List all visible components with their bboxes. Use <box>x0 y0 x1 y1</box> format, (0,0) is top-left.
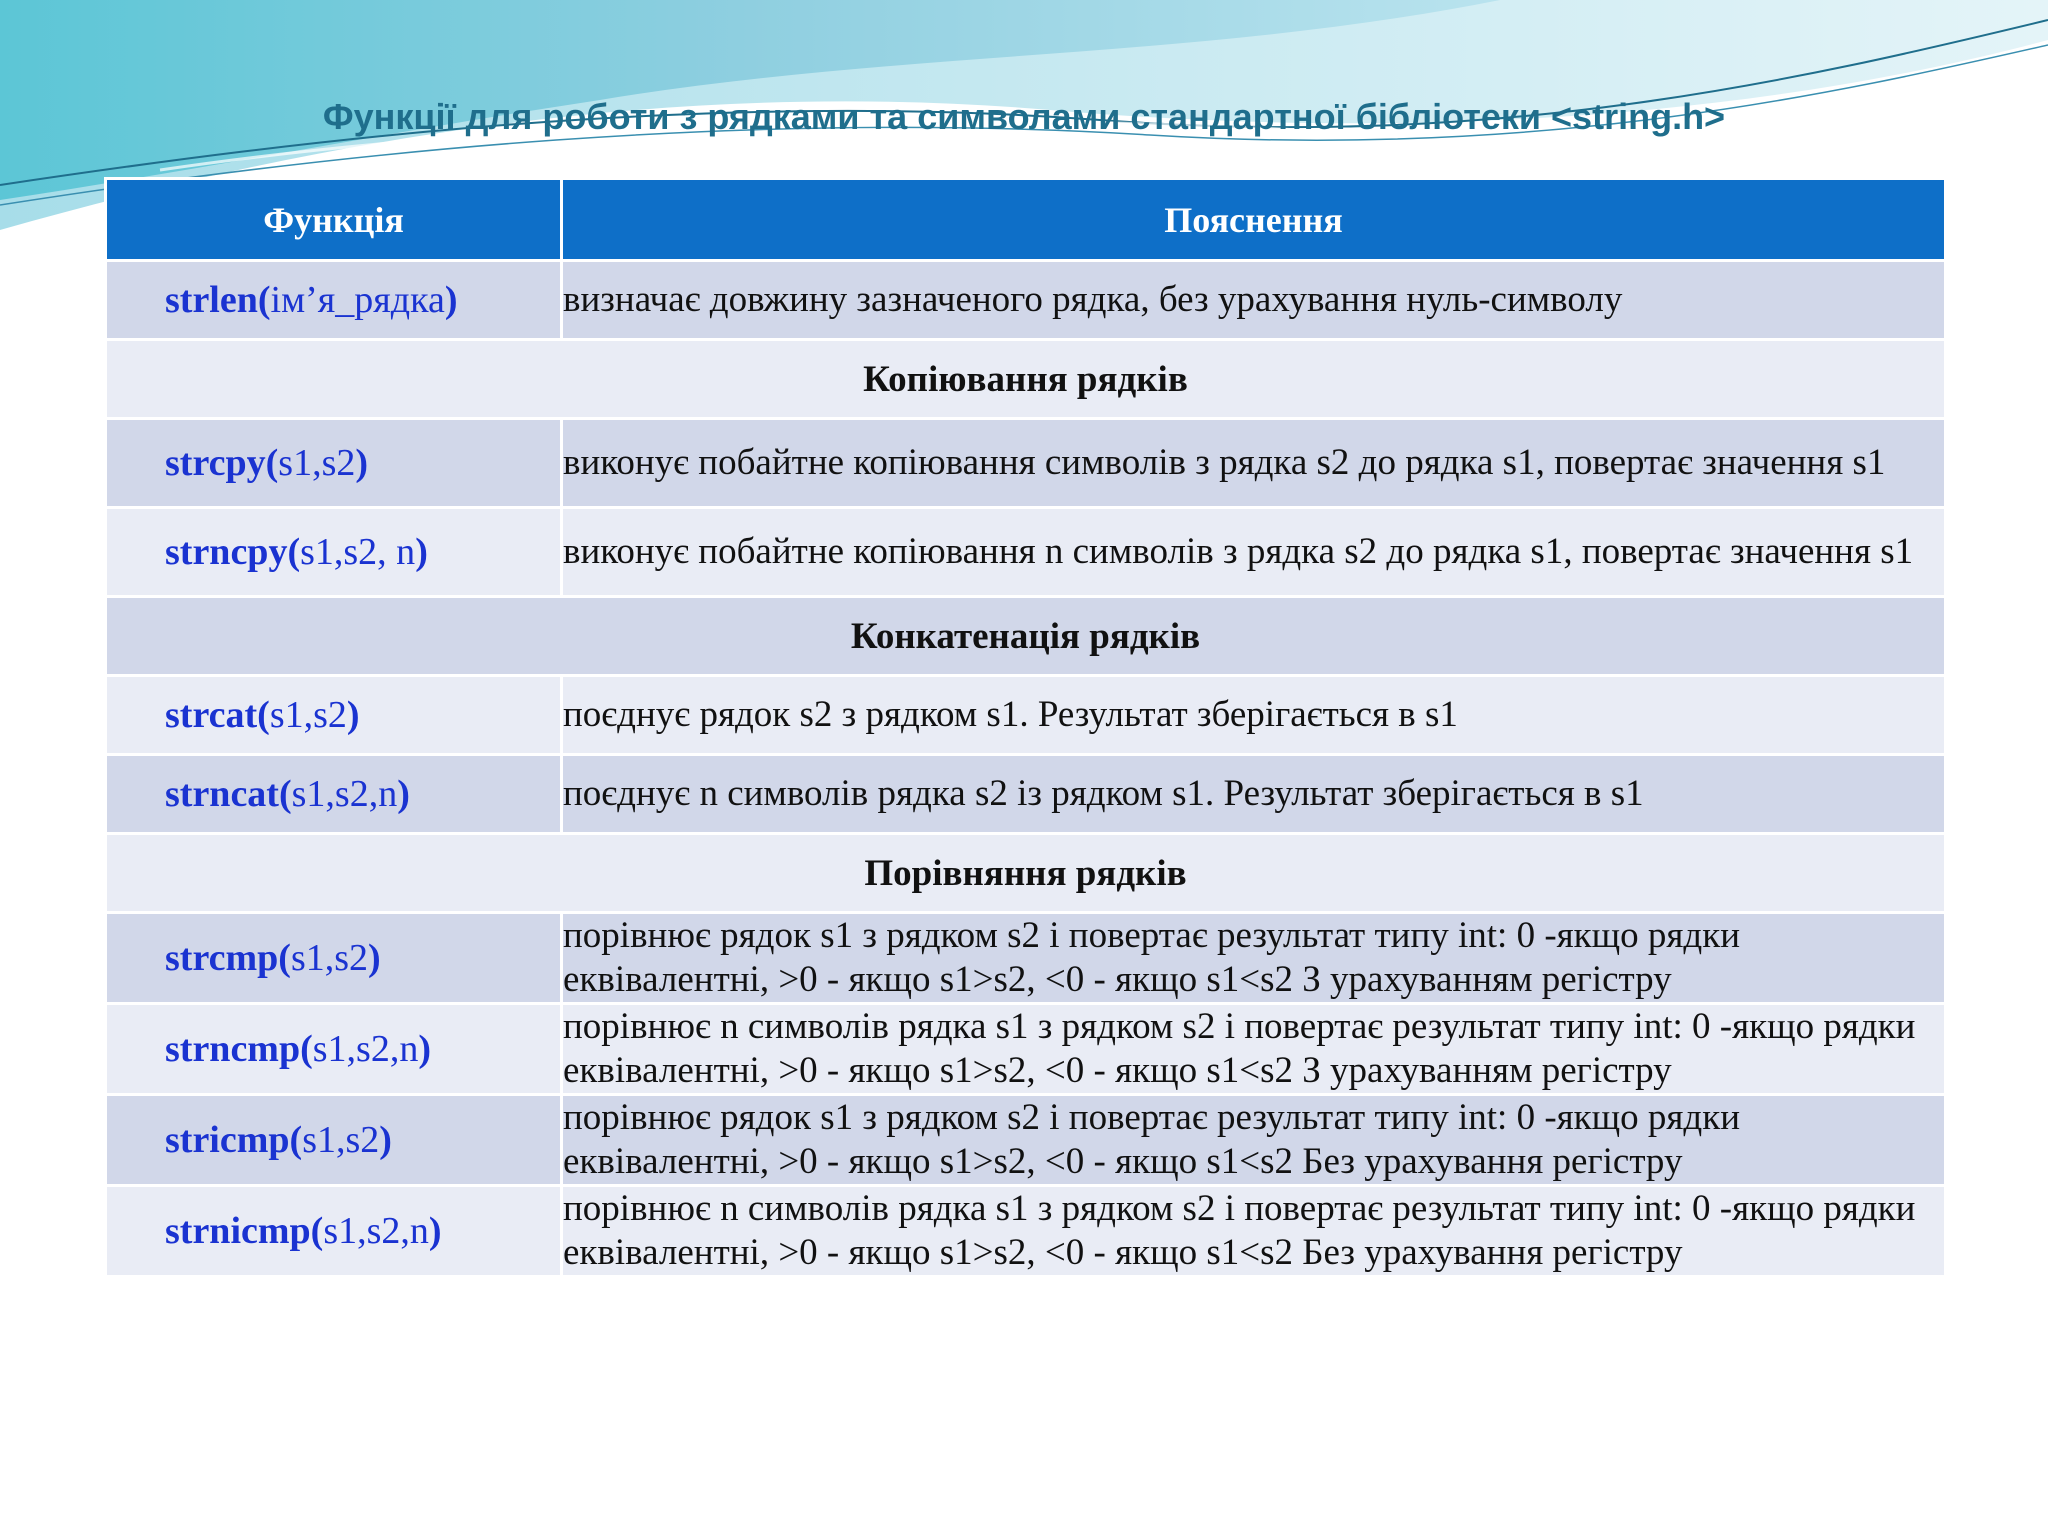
function-args: s1,s2, n <box>300 531 416 573</box>
table-row-strcmp <box>106 913 1946 1004</box>
function-cell: strncat(s1,s2,n) <box>106 755 562 834</box>
description-cell: порівнює рядок s1 з рядком s2 і повертає результат типу int: 0 -якщо рядки еквівалентні, >0 - якщо s1>s2, <0 - якщо s1<s2 З урахуванням регістру <box>562 913 1946 1004</box>
function-name: stricmp <box>165 1119 290 1161</box>
table-row-strncpy <box>106 508 1946 597</box>
description-cell: виконує побайтне копіювання символів з рядка s2 до рядка s1, повертає значення s1 <box>562 419 1946 508</box>
description-cell: поєднує n символів рядка s2 із рядком s1. Результат зберігається в s1 <box>562 755 1946 834</box>
function-args: s1,s2,n <box>312 1028 419 1070</box>
section-title: Порівняння рядків <box>106 834 1946 913</box>
section-row-copy <box>106 340 1946 419</box>
description-cell: порівнює рядок s1 з рядком s2 і повертає результат типу int: 0 -якщо рядки еквівалентні, >0 - якщо s1>s2, <0 - якщо s1<s2 Без урахування регістру <box>562 1095 1946 1186</box>
header-function: Функція <box>106 179 562 261</box>
table-row-strcpy <box>106 419 1946 508</box>
table-row-strncmp <box>106 1004 1946 1095</box>
function-name: strcpy <box>165 442 266 484</box>
page-title: Функції для роботи з рядками та символами стандартної бібліотеки <string.h> <box>322 96 1726 137</box>
function-args: s1,s2 <box>278 442 356 484</box>
function-cell: strncmp(s1,s2,n) <box>106 1004 562 1095</box>
description-cell: поєднує рядок s2 з рядком s1. Результат зберігається в s1 <box>562 676 1946 755</box>
function-cell: strncpy(s1,s2, n) <box>106 508 562 597</box>
function-name: strcmp <box>165 937 279 979</box>
table-row-strncat <box>106 755 1946 834</box>
header-explanation: Пояснення <box>562 179 1946 261</box>
function-args: s1,s2 <box>302 1119 380 1161</box>
description-cell: порівнює n символів рядка s1 з рядком s2 і повертає результат типу int: 0 -якщо рядки еквівалентні, >0 - якщо s1>s2, <0 - якщо s1<s2 Без урахування регістру <box>562 1186 1946 1277</box>
description-cell: визначає довжину зазначеного рядка, без урахування нуль-символу <box>562 261 1946 340</box>
function-cell: stricmp(s1,s2) <box>106 1095 562 1186</box>
function-cell: strlen(ім’я_рядка) <box>106 261 562 340</box>
function-name: strnicmp <box>165 1210 311 1252</box>
functions-table <box>104 177 1947 1278</box>
section-title: Копіювання рядків <box>106 340 1946 419</box>
section-row-compare <box>106 834 1946 913</box>
function-args: s1,s2,n <box>323 1210 429 1252</box>
description-cell: виконує побайтне копіювання n символів з рядка s2 до рядка s1, повертає значення s1 <box>562 508 1946 597</box>
function-args: s1,s2,n <box>291 773 398 815</box>
function-cell: strcat(s1,s2) <box>106 676 562 755</box>
table-row-strlen <box>106 261 1946 340</box>
function-name: strcat <box>165 694 258 736</box>
table-row-strcat <box>106 676 1946 755</box>
function-name: strncat <box>165 773 279 815</box>
table-header-row <box>106 179 1946 261</box>
function-name: strncmp <box>165 1028 301 1070</box>
function-cell: strcpy(s1,s2) <box>106 419 562 508</box>
function-name: strlen <box>165 279 258 321</box>
description-cell: порівнює n символів рядка s1 з рядком s2 і повертає результат типу int: 0 -якщо рядки еквівалентні, >0 - якщо s1>s2, <0 - якщо s1<s2 З урахуванням регістру <box>562 1004 1946 1095</box>
function-name: strncpy <box>165 531 288 573</box>
function-cell: strcmp(s1,s2) <box>106 913 562 1004</box>
function-cell: strnicmp(s1,s2,n) <box>106 1186 562 1277</box>
function-args: s1,s2 <box>290 937 369 979</box>
section-row-concat <box>106 597 1946 676</box>
function-args: s1,s2 <box>269 694 347 736</box>
table-row-stricmp <box>106 1095 1946 1186</box>
section-title: Конкатенація рядків <box>106 597 1946 676</box>
function-args: ім’я_рядка <box>270 279 445 321</box>
table-row-strnicmp <box>106 1186 1946 1277</box>
